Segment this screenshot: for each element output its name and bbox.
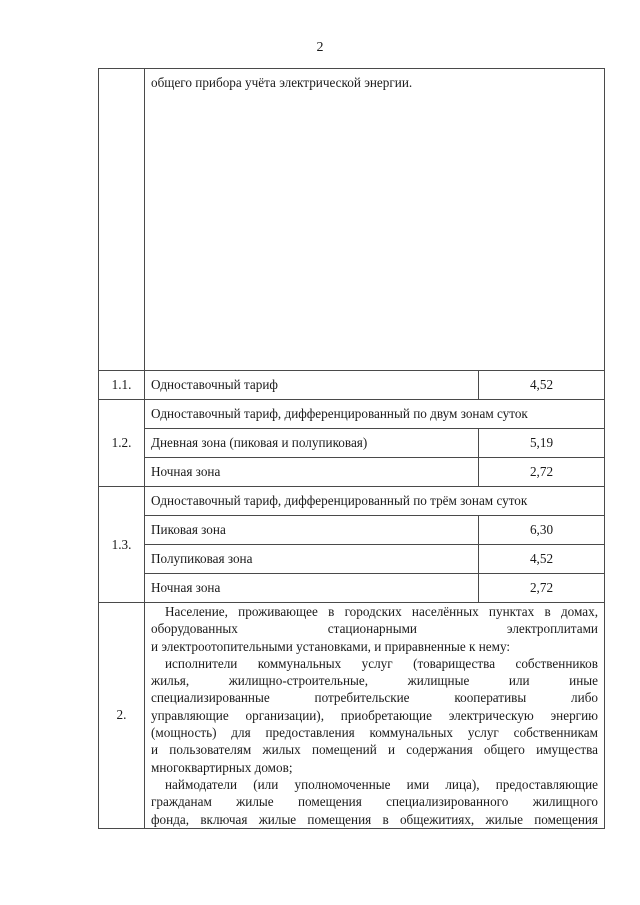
table-row (99, 458, 605, 487)
text-line: наймодатели (или уполномоченные ими лица), предоставляющие (165, 776, 598, 792)
page-number: 2 (316, 40, 324, 55)
tariff-value: 4,52 (478, 371, 604, 400)
row-description: Полупиковая зона (145, 545, 479, 574)
tariff-table (98, 68, 605, 829)
row-description: Ночная зона (145, 574, 479, 603)
text-line: управляющие организации), приобретающие электрическую энергию (151, 707, 598, 723)
text-line: многоквартирных домов; (151, 759, 293, 775)
paragraph (151, 603, 598, 655)
paragraph (151, 776, 598, 828)
text-line: (мощность) для предоставления коммунальных услуг собственникам (151, 725, 598, 741)
tariff-value: 5,19 (478, 429, 604, 458)
row-number: 2. (99, 603, 145, 829)
row-number: 1.2. (99, 400, 145, 487)
row-description: Одноставочный тариф (145, 371, 479, 400)
row-number: 1.3. (99, 487, 145, 603)
row-description: Ночная зона (145, 458, 479, 487)
row-description: Пиковая зона (145, 516, 479, 545)
table-row (99, 603, 605, 829)
text-line: исполнители коммунальных услуг (товарищества собственников (165, 655, 598, 671)
table-row (99, 574, 605, 603)
table-row (99, 487, 605, 516)
tariff-value: 2,72 (478, 458, 604, 487)
paragraph (151, 655, 598, 776)
tariff-value: 4,52 (478, 545, 604, 574)
row-description: Дневная зона (пиковая и полупиковая) (145, 429, 479, 458)
row-description: Одноставочный тариф, дифференцированный по трём зонам суток (145, 487, 605, 516)
row-description (145, 603, 605, 829)
table-row (99, 516, 605, 545)
tariff-value: 2,72 (478, 574, 604, 603)
table-row (99, 69, 605, 371)
table-row (99, 429, 605, 458)
row-number-cell (99, 69, 145, 371)
table-row (99, 545, 605, 574)
text-line: фонда, включая жилые помещения в общежитиях, жилые помещения (151, 811, 598, 827)
text-line: оборудованных стационарными электроплитами (151, 621, 598, 637)
table-row (99, 371, 605, 400)
text-line: специализированные потребительские кооперативы либо (151, 690, 598, 706)
text-line: и электроотопительными установками, и приравненные к нему: (151, 638, 511, 654)
text-line: и пользователям жилых помещений и содержания общего имущества (151, 742, 598, 758)
text-line: Население, проживающее в городских населённых пунктах в домах, (165, 604, 598, 619)
row-number: 1.1. (99, 371, 145, 400)
tariff-value: 6,30 (478, 516, 604, 545)
text-line: гражданам жилые помещения специализированного жилищного (151, 794, 598, 810)
row-description: Одноставочный тариф, дифференцированный по двум зонам суток (145, 400, 605, 429)
text-line: жилья, жилищно-строительные, жилищные или иные (151, 673, 598, 689)
row-description: общего прибора учёта электрической энергии. (145, 69, 605, 371)
table-row (99, 400, 605, 429)
